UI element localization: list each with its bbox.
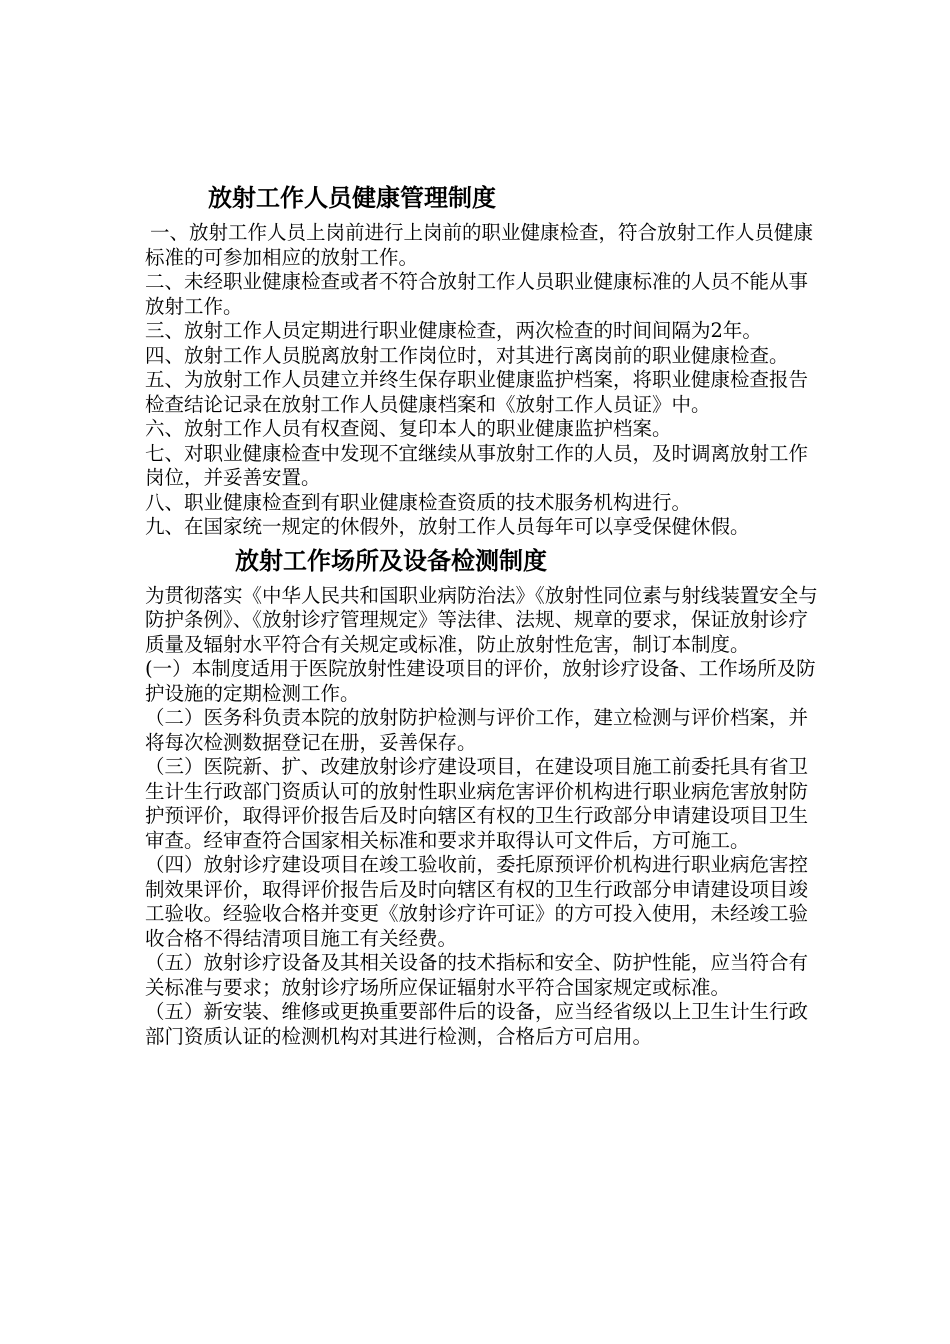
testing-intro: 为贯彻落实《中华人民共和国职业病防治法》《放射性同位素与射线装置安全与防护条例》、《放射诊疗管理规定》等法律、法规、规章的要求，保证放射诊疗质量及辐射水平符合有关规定或标准，防止放射性危害，制订本制度。 bbox=[145, 583, 818, 656]
testing-rule-6: （五）新安装、维修或更换重要部件后的设备，应当经省级以上卫生计生行政部门资质认证的检测机构对其进行检测，合格后方可启用。 bbox=[145, 1000, 809, 1048]
health-rule-7: 七、对职业健康检查中发现不宜继续从事放射工作的人员，及时调离放射工作岗位，并妥善安置。 bbox=[145, 441, 809, 489]
health-rule-5: 五、为放射工作人员建立并终生保存职业健康监护档案，将职业健康检查报告检查结论记录在放射工作人员健康档案和《放射工作人员证》中。 bbox=[145, 368, 809, 416]
testing-rule-4: （四）放射诊疗建设项目在竣工验收前，委托原预评价机构进行职业病危害控制效果评价，取得评价报告后及时向辖区有权的卫生行政部分申请建设项目竣工验收。经验收合格并变更《放射诊疗许可证》的方可投入使用，未经竣工验收合格不得结清项目施工有关经费。 bbox=[145, 853, 809, 950]
section-title-health-management: 放射工作人员健康管理制度 bbox=[208, 183, 496, 212]
health-rule-9: 九、在国家统一规定的休假外，放射工作人员每年可以享受保健休假。 bbox=[145, 515, 750, 538]
testing-rule-2: （二）医务科负责本院的放射防护检测与评价工作，建立检测与评价档案，并将每次检测数据登记在册，妥善保存。 bbox=[145, 706, 809, 754]
testing-rule-5: （五）放射诊疗设备及其相关设备的技术指标和安全、防护性能，应当符合有关标准与要求；放射诊疗场所应保证辐射水平符合国家规定或标准。 bbox=[145, 951, 809, 999]
health-rule-3: 三、放射工作人员定期进行职业健康检查，两次检查的时间间隔为2年。 bbox=[145, 319, 762, 342]
health-rule-6: 六、放射工作人员有权查阅、复印本人的职业健康监护档案。 bbox=[145, 417, 672, 440]
document-body bbox=[145, 183, 820, 1049]
health-rule-4: 四、放射工作人员脱离放射工作岗位时，对其进行离岗前的职业健康检查。 bbox=[145, 343, 789, 367]
testing-rule-1: (一）本制度适用于医院放射性建设项目的评价，放射诊疗设备、工作场所及防护设施的定期检测工作。 bbox=[145, 657, 816, 705]
testing-rule-3: （三）医院新、扩、改建放射诊疗建设项目，在建设项目施工前委托具有省卫生计生行政部门资质认可的放射性职业病危害评价机构进行职业病危害放射防护预评价，取得评价报告后及时向辖区有权的卫生行政部分申请建设项目卫生审查。经审查符合国家相关标准和要求并取得认可文件后，方可施工。 bbox=[145, 755, 809, 852]
health-rule-1: 一、放射工作人员上岗前进行上岗前的职业健康检查，符合放射工作人员健康标准的可参加相应的放射工作。 bbox=[145, 221, 814, 269]
health-rule-2: 二、未经职业健康检查或者不符合放射工作人员职业健康标准的人员不能从事放射工作。 bbox=[145, 270, 809, 318]
section-title-workplace-testing: 放射工作场所及设备检测制度 bbox=[235, 545, 547, 575]
health-rule-8: 八、职业健康检查到有职业健康检查资质的技术服务机构进行。 bbox=[145, 490, 692, 514]
